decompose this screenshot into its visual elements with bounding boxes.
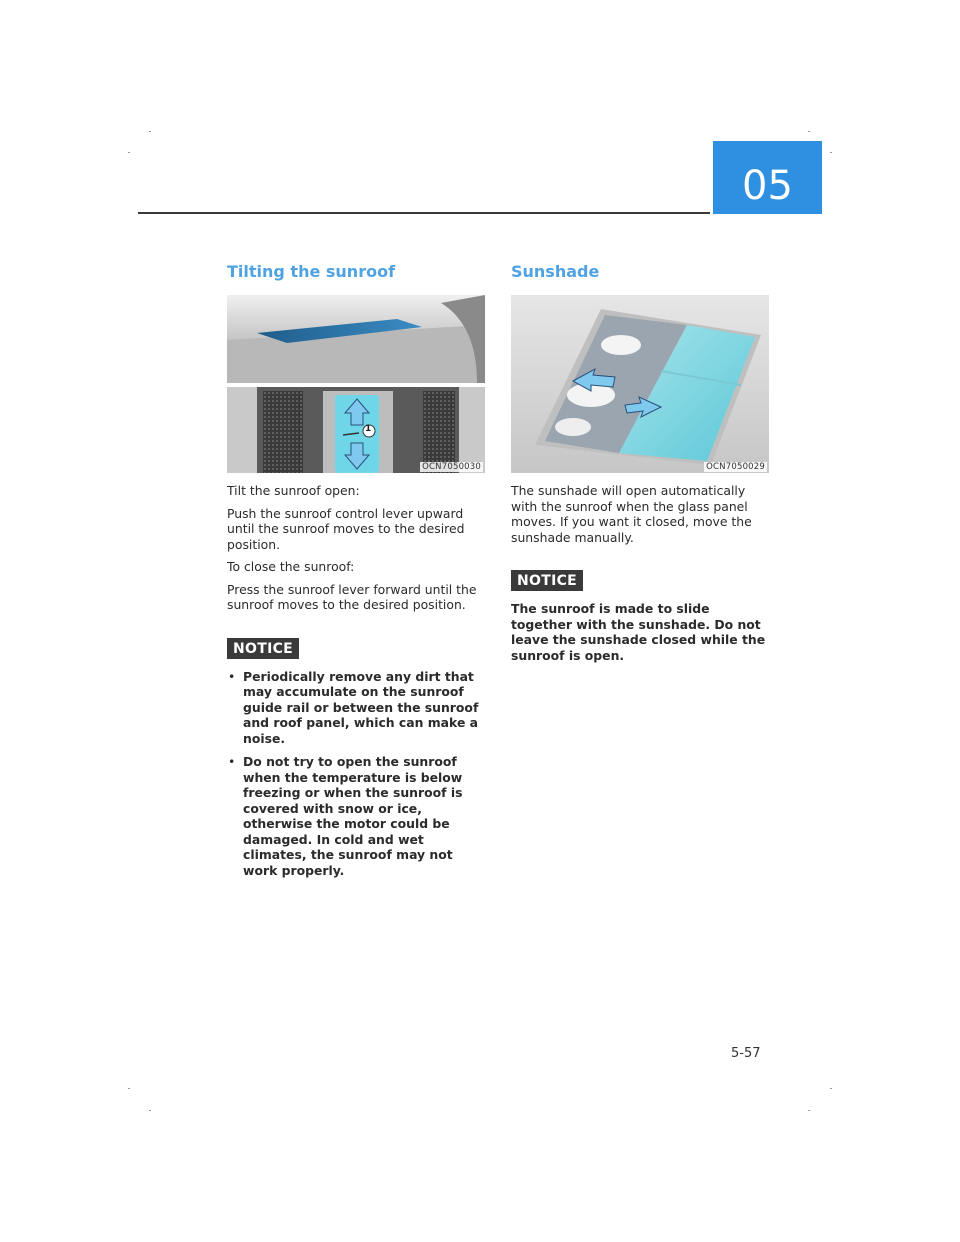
crop-mark <box>808 131 810 132</box>
right-column <box>511 262 771 663</box>
chapter-number: 05 <box>742 163 793 209</box>
notice-badge: NOTICE <box>511 570 583 591</box>
notice-item: • Do not try to open the sunroof when the temperature is below freezing or when the sunroof is covered with snow or ice, otherwise the motor could be damaged. In cold and wet climates, the sunroof may not work properly. <box>227 754 487 878</box>
left-column <box>227 262 487 886</box>
paragraph: To close the sunroof: <box>227 559 355 574</box>
figure-code: OCN7050029 <box>706 462 765 472</box>
paragraph: Push the sunroof control lever upward until the sunroof moves to the desired position. <box>227 505 465 552</box>
crop-mark <box>128 152 130 153</box>
page-number: 5-57 <box>731 1046 761 1061</box>
crop-mark <box>128 1088 130 1089</box>
paragraph: The sunshade will open automatically with the sunroof when the glass panel moves. If you want it closed, move the sunshade manually. <box>511 483 752 545</box>
sunshade-illustration <box>511 295 769 473</box>
header-rule <box>138 212 710 214</box>
notice-badge: NOTICE <box>227 638 299 659</box>
body-text <box>227 483 487 613</box>
body-text <box>511 483 771 545</box>
callout-number: 1 <box>365 424 372 434</box>
crop-mark <box>830 1088 832 1089</box>
section-heading-tilting: Tilting the sunroof <box>227 262 396 281</box>
paragraph: Tilt the sunroof open: <box>227 483 360 498</box>
crop-mark <box>149 131 151 132</box>
notice-list <box>227 669 487 879</box>
paragraph: Press the sunroof lever forward until the sunroof moves to the desired position. <box>227 581 477 612</box>
figure-sunroof-lever <box>227 295 485 473</box>
chapter-tab <box>713 141 822 214</box>
notice-item: • Periodically remove any dirt that may accumulate on the sunroof guide rail or between the sunroof and roof panel, which can make a noise. <box>227 669 487 747</box>
section-heading-sunshade: Sunshade <box>511 262 600 281</box>
figure-code: OCN7050030 <box>422 462 481 472</box>
sunroof-lever-illustration <box>227 295 485 473</box>
crop-mark <box>808 1110 810 1111</box>
figure-sunshade <box>511 295 769 473</box>
notice-text: The sunroof is made to slide together with the sunshade. Do not leave the sunshade closed while the sunroof is open. <box>511 601 766 663</box>
crop-mark <box>149 1110 151 1111</box>
crop-mark <box>830 152 832 153</box>
